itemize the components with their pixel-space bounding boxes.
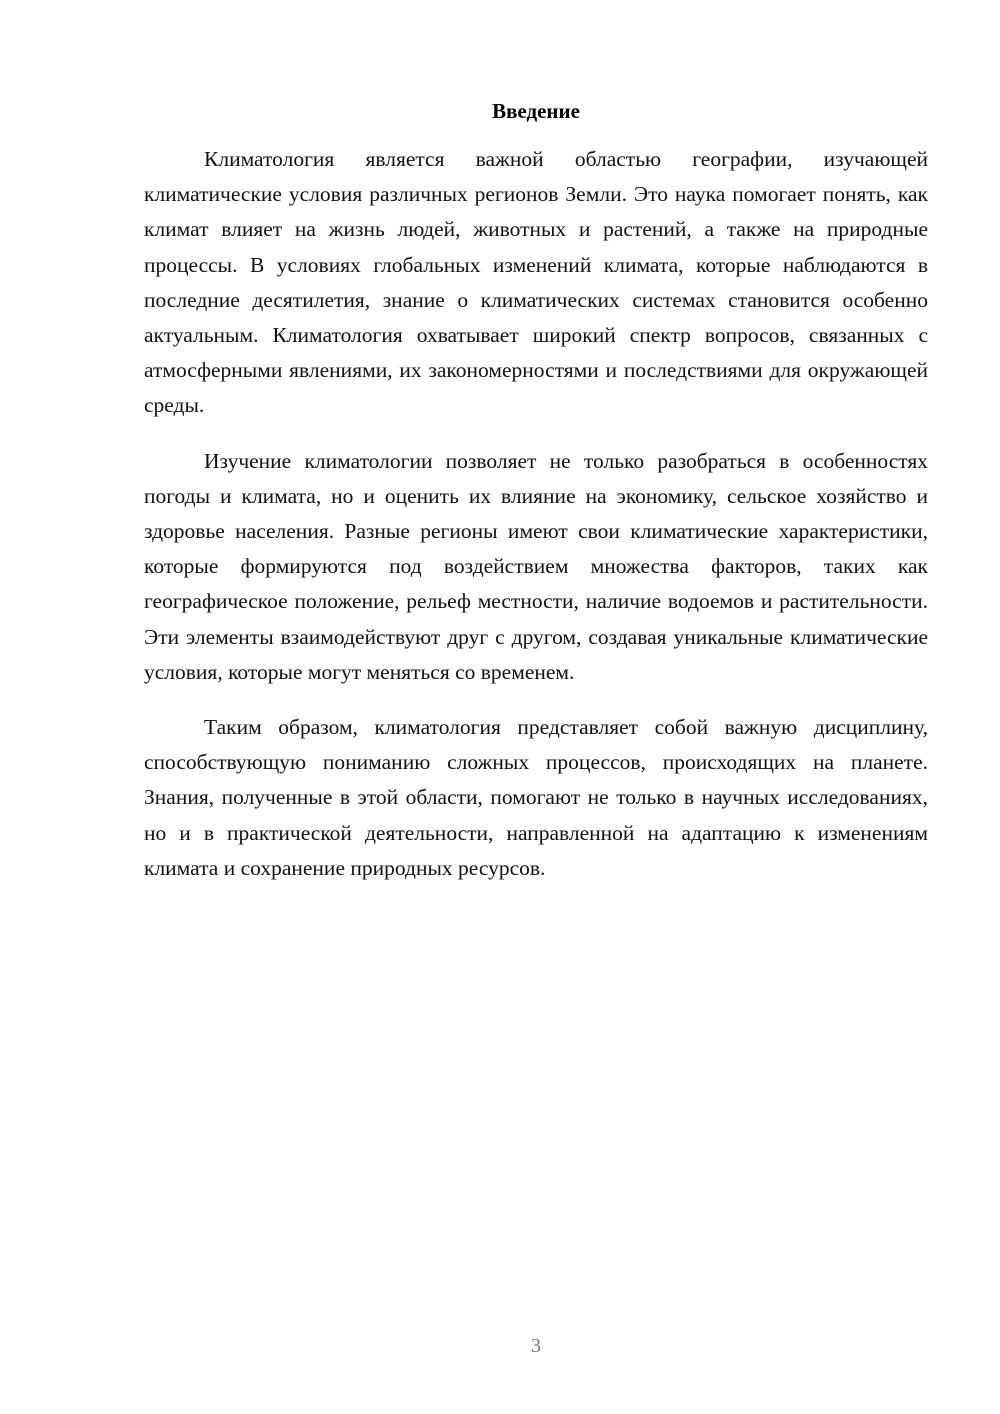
paragraph-intro: Климатология является важной областью географии, изучающей климатические условия различных регионов Земли. Это наука помогает понять, как климат влияет на жизнь людей, животных и растений, а также на природные процессы. В условиях глобальных изменений климата, которые наблюдаются в последние десятилетия, знание о климатических системах становится особенно актуальным. Климатология охватывает широкий спектр вопросов, связанных с атмосферными явлениями, их закономерностями и последствиями для окружающей среды. bbox=[144, 147, 928, 418]
paragraph-study: Изучение климатологии позволяет не только разобраться в особенностях погоды и климата, но и оценить их влияние на экономику, сельское хозяйство и здоровье населения. Разные регионы имеют свои климатические характеристики, которые формируются под воздействием множества факторов, таких как географическое положение, рельеф местности, наличие водоемов и растительности. Эти элементы взаимодействуют друг с другом, создавая уникальные климатические условия, которые могут меняться со временем. bbox=[144, 448, 928, 684]
paragraph-conclusion: Таким образом, климатология представляет собой важную дисциплину, способствующую пониманию сложных процессов, происходящих на планете. Знания, полученные в этой области, помогают не только в научных исследованиях, но и в практической деятельности, направленной на адаптацию к изменениям климата и сохранение природных ресурсов. bbox=[144, 715, 928, 880]
page-number: 3 bbox=[531, 1335, 541, 1357]
body-text bbox=[144, 142, 928, 906]
section-title: Введение bbox=[492, 99, 580, 123]
